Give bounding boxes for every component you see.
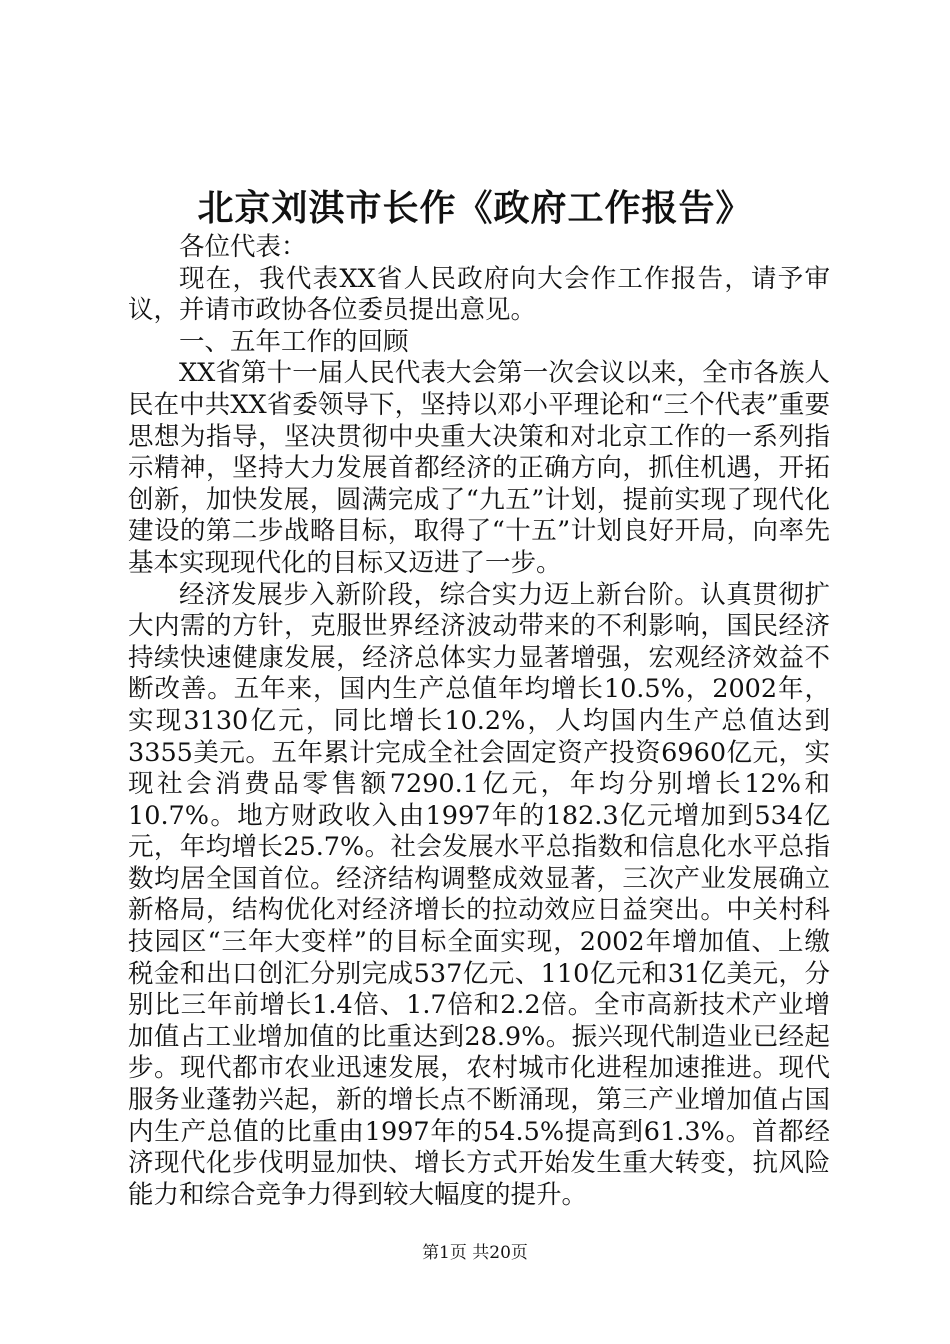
salutation: 各位代表： <box>179 232 307 262</box>
document-title: 北京刘淇市长作《政府工作报告》 <box>197 187 753 229</box>
document-body <box>128 232 830 1211</box>
paragraph: XX省第十一届人民代表大会第一次会议以来，全市各族人民在中共XX省委领导下，坚持以邓小平理论和“三个代表”重要思想为指导，坚决贯彻中央重大决策和对北京工作的一系列指示精神，坚持大力发展首都经济的正确方向，抓住机遇，开拓创新，加快发展，圆满完成了“九五”计划，提前实现了现代化建设的第二步战略目标，取得了“十五”计划良好开局，向率先基本实现现代化的目标又迈进了一步。 <box>128 358 830 578</box>
section-heading: 一、五年工作的回顾 <box>179 326 409 357</box>
page-footer: 第1页 共20页 <box>422 1243 528 1263</box>
paragraph: 经济发展步入新阶段，综合实力迈上新台阶。认真贯彻扩大内需的方针，克服世界经济波动带来的不利影响，国民经济持续快速健康发展，经济总体实力显著增强，宏观经济效益不断改善。五年来，国内生产总值年均增长10.5%，2002年，实现3130亿元，同比增长10.2%，人均国内生产总值达到3355美元。五年累计完成全社会固定资产投资6960亿元，实现社会消费品零售额7290.1亿元，年均分别增长12%和10.7%。地方财政收入由1997年的182.3亿元增加到534亿元，年均增长25.7%。社会发展水平总指数和信息化水平总指数均居全国首位。经济结构调整成效显著，三次产业发展确立新格局，结构优化对经济增长的拉动效应日益突出。中关村科技园区“三年大变样”的目标全面实现，2002年增加值、上缴税金和出口创汇分别完成537亿元、110亿元和31亿美元，分别比三年前增长1.4倍、1.7倍和2.2倍。全市高新技术产业增加值占工业增加值的比重达到28.9%。振兴现代制造业已经起步。现代都市农业迅速发展，农村城市化进程加速推进。现代服务业蓬勃兴起，新的增长点不断涌现，第三产业增加值占国内生产总值的比重由1997年的54.5%提高到61.3%。首都经济现代化步伐明显加快、增长方式开始发生重大转变，抗风险能力和综合竞争力得到较大幅度的提升。 <box>128 579 830 1210</box>
paragraph-intro: 现在，我代表XX省人民政府向大会作工作报告，请予审议，并请市政协各位委员提出意见。 <box>128 263 830 326</box>
